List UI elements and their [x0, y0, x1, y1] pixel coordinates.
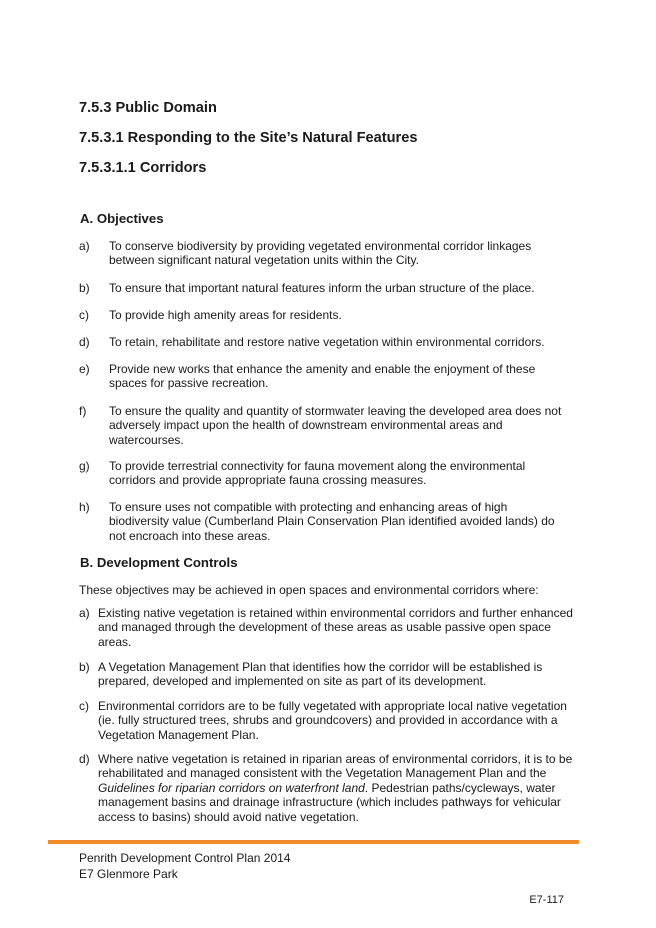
item-text: Provide new works that enhance the amenity and enable the enjoyment of these spaces for passive recreation. — [109, 362, 536, 391]
item-label: d) — [79, 335, 90, 349]
guidelines-title: Guidelines for riparian corridors on waterfront land — [98, 780, 365, 795]
item-text: To ensure that important natural features inform the urban structure of the place. — [109, 281, 535, 295]
controls-intro: These objectives may be achieved in open spaces and environmental corridors where: — [79, 583, 539, 597]
item-label: e) — [79, 362, 90, 376]
footer-plan-title: Penrith Development Control Plan 2014 — [79, 851, 291, 865]
footer-rule — [48, 840, 579, 844]
item-text — [98, 752, 584, 824]
item-text: Existing native vegetation is retained within environmental corridors and further enhanced and managed through the development of these areas as usable passive open space areas. — [98, 606, 573, 649]
objectives-title: A. Objectives — [80, 211, 164, 226]
section-heading: 7.5.3 Public Domain — [79, 100, 217, 116]
item-label: a) — [79, 239, 90, 253]
item-text: To provide terrestrial connectivity for fauna movement along the environmental corridors and provide appropriate fauna crossing measures. — [109, 459, 526, 488]
item-text: To retain, rehabilitate and restore native vegetation within environmental corridors. — [109, 335, 545, 349]
item-text: To ensure uses not compatible with protecting and enhancing areas of high biodiversity value (Cumberland Plain Conservation Plan identified avoided lands) do not encroach into these areas. — [109, 500, 555, 543]
item-text: Environmental corridors are to be fully vegetated with appropriate local native vegetation (ie. fully structured trees, shrubs and groundcovers) and provided in accordance with a Vegetation Management Plan. — [98, 699, 567, 742]
controls-title: B. Development Controls — [80, 555, 238, 570]
item-label: a) — [79, 606, 90, 620]
item-text: To conserve biodiversity by providing vegetated environmental corridor linkages between significant natural vegetation units within the City. — [109, 239, 532, 268]
item-label: f) — [79, 404, 87, 418]
item-text-end: . Pedestrian paths/cycleways, water management basins and drainage infrastructure (which includes pathways for vehicular access to basins) should avoid native vegetation. — [98, 780, 561, 824]
item-label: b) — [79, 281, 90, 295]
item-label: b) — [79, 660, 90, 674]
footer-section: E7 Glenmore Park — [79, 867, 178, 881]
subsubsection-heading: 7.5.3.1.1 Corridors — [79, 160, 207, 176]
page-number: E7-117 — [529, 894, 564, 906]
item-text: A Vegetation Management Plan that identifies how the corridor will be established is prepared, developed and implemented on site as part of its development. — [98, 660, 543, 689]
item-label: c) — [79, 308, 89, 322]
item-text: To ensure the quality and quantity of stormwater leaving the developed area does not adversely impact upon the health of downstream environmental areas and watercourses. — [109, 404, 562, 447]
item-label: h) — [79, 500, 90, 514]
item-text: To provide high amenity areas for residents. — [109, 308, 342, 322]
item-label: g) — [79, 459, 90, 473]
item-text-start: Where native vegetation is retained in riparian areas of environmental corridors, it is to be rehabilitated and managed consistent with the Vegetation Management Plan and the — [98, 752, 573, 781]
item-label: d) — [79, 752, 90, 766]
item-label: c) — [79, 699, 89, 713]
subsection-heading: 7.5.3.1 Responding to the Site’s Natural Features — [79, 130, 418, 146]
